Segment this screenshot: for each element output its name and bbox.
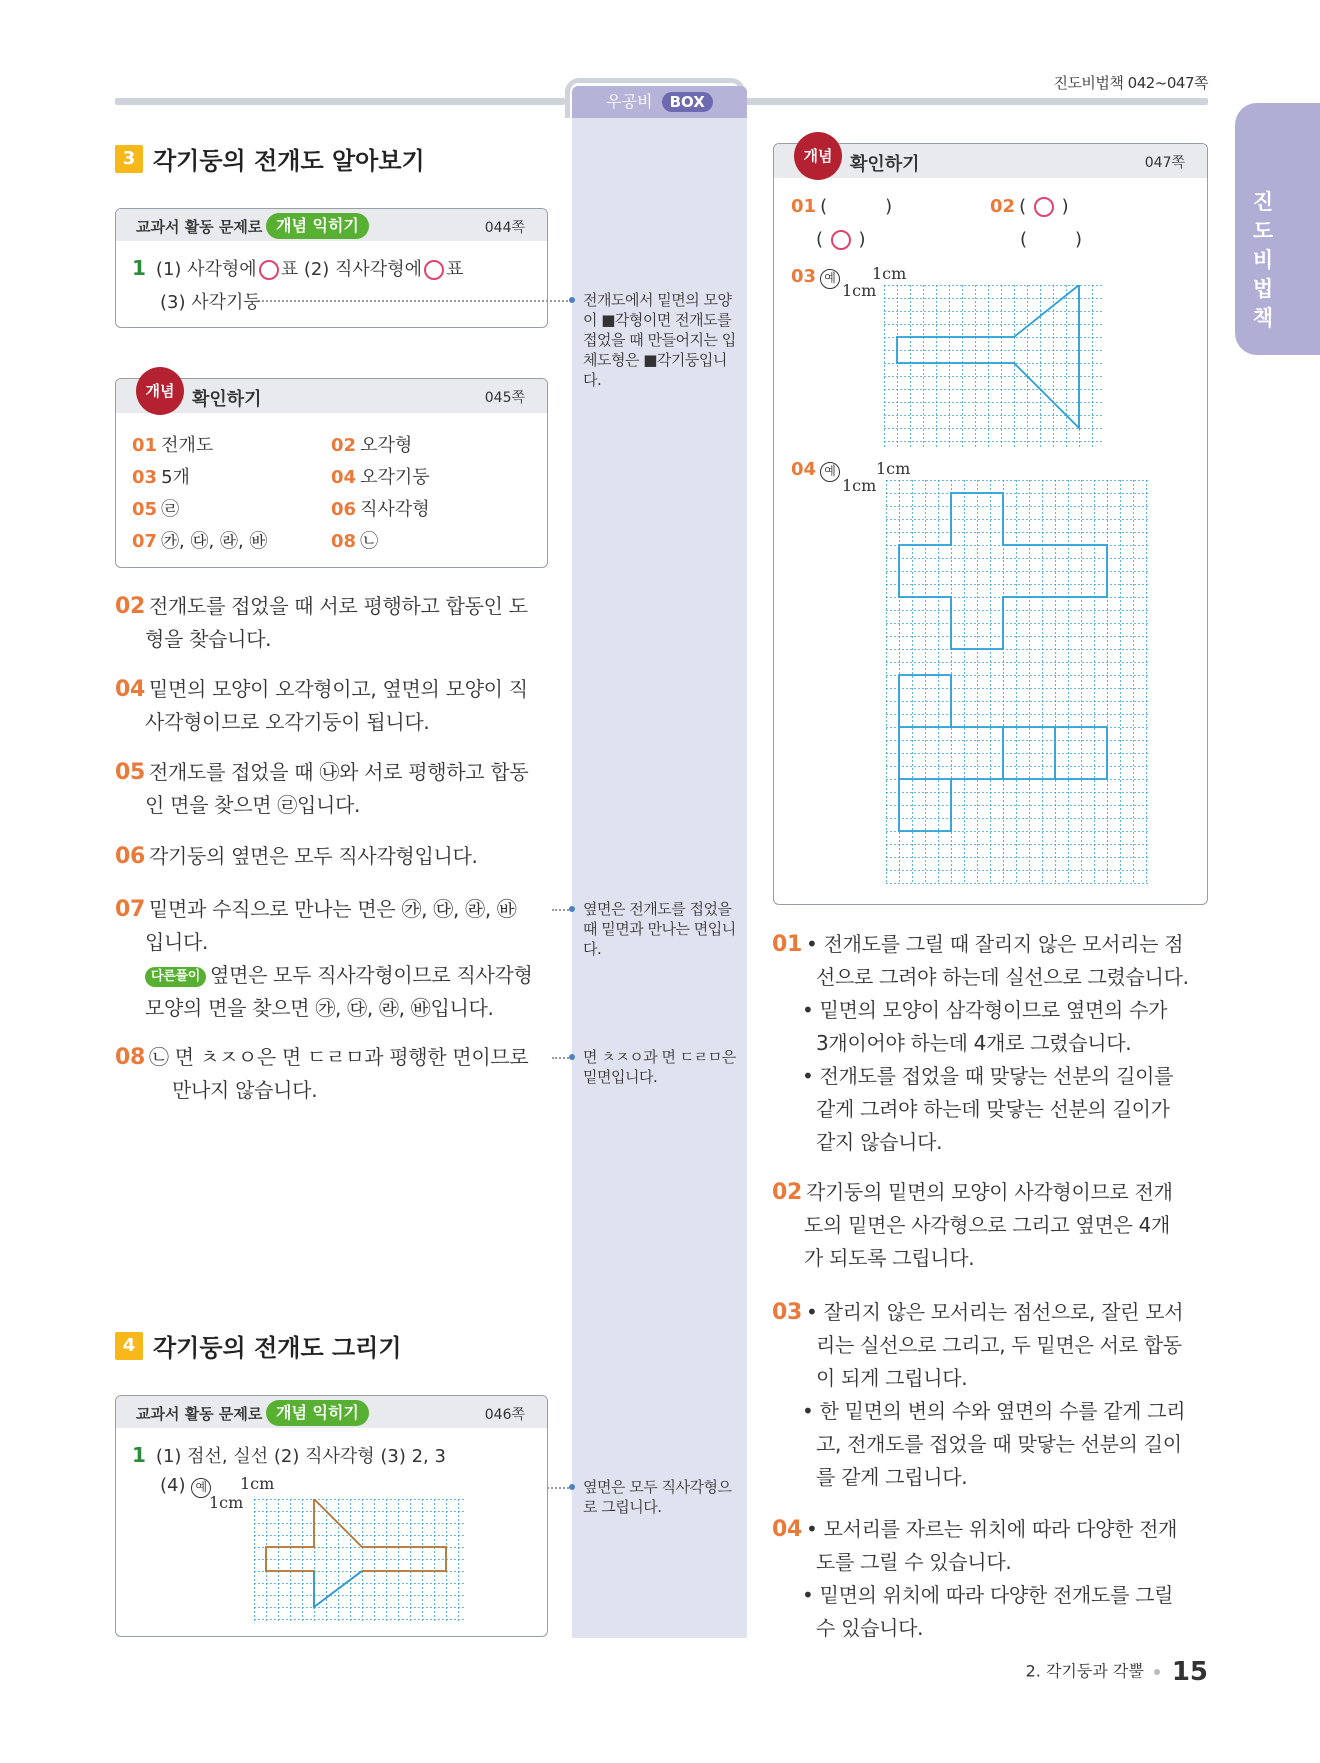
leader-dot bbox=[569, 1484, 575, 1490]
explanation-06: 06 각기둥의 옆면은 모두 직사각형입니다. bbox=[115, 844, 478, 869]
explanation-r02: 02 각기둥의 밑면의 모양이 사각형이므로 전개 도의 밑면은 사각형으로 그리고 옆면은 4개 가 되도록 그립니다. bbox=[772, 1180, 1173, 1270]
explanation-r03: 03 • 잘리지 않은 모서리는 점선으로, 잘린 모서 리는 실선으로 그리고, 두 밑면은 서로 합동 이 되게 그립니다. • 한 밑면의 변의 수와 옆면의 수를 같게 그리 고, 전개도를 접었을 때 맞닿는 선분의 길이 를 같게 그립니다. bbox=[772, 1300, 1186, 1489]
answer-01: 01 ( ) bbox=[791, 196, 893, 217]
concept-circle-badge: 개념 bbox=[136, 367, 184, 415]
answer-item: 02 오각형 bbox=[331, 435, 413, 456]
explanation-07: 07 밑면과 수직으로 만나는 면은 ㉮, ㉰, ㉱, ㉳ 입니다. 다른풀이 옆면은 모두 직사각형이므로 직사각형 모양의 면을 찾으면 ㉮, ㉰, ㉱, ㉳입니다. bbox=[115, 897, 533, 1020]
explanation-r04: 04 • 모서리를 자르는 위치에 따라 다양한 전개 도를 그릴 수 있습니다. • 밑면의 위치에 따라 다양한 전개도를 그릴 수 있습니다. bbox=[772, 1517, 1178, 1640]
page-reference: 진도비법책 042~047쪽 bbox=[1053, 74, 1208, 92]
leader-dot bbox=[569, 906, 575, 912]
answer-02: 02 ( ) bbox=[990, 196, 1069, 217]
page-footer bbox=[1026, 1657, 1208, 1687]
answer-01b: ( ) bbox=[816, 229, 866, 250]
net-drawing-grid-04 bbox=[886, 480, 1148, 884]
leader-dot bbox=[569, 1054, 575, 1060]
answer-item: 01 전개도 bbox=[132, 435, 214, 456]
header-rule-left bbox=[115, 98, 565, 105]
net-04-outline-top bbox=[899, 493, 1107, 649]
section3-number: 3 bbox=[115, 145, 143, 173]
panel-label: 교과서 활동 문제로 bbox=[136, 1405, 263, 1423]
net-04-outline-bottom bbox=[899, 675, 1107, 831]
answer-text: (1) 사각형에 bbox=[155, 259, 257, 280]
explanation-04: 04 밑면의 모양이 오각형이고, 옆면의 모양이 직 사각형이므로 오각기둥이 됩니다. bbox=[115, 677, 528, 734]
answer-04: 04 예 bbox=[791, 459, 840, 482]
section3-title bbox=[115, 141, 425, 176]
example-mark: 예 bbox=[820, 462, 840, 482]
panel-title: 확인하기 bbox=[850, 154, 920, 175]
unit-label-side: 1cm bbox=[842, 476, 877, 495]
section4-title bbox=[115, 1328, 402, 1363]
example-mark: 예 bbox=[820, 269, 840, 289]
side-tab[interactable] bbox=[1235, 103, 1320, 355]
panel-page: 044쪽 bbox=[484, 220, 525, 236]
explanation-r01: 01 • 전개도를 그릴 때 잘리지 않은 모서리는 점 선으로 그려야 하는데 실선으로 그렸습니다. • 밑면의 모양이 삼각형이므로 옆면의 수가 3개이어야 하는데 4개로 그렸습니다. • 전개도를 접었을 때 맞닿는 선분의 길이를 같게 그려야 하는데 맞닿는 선분의 길이가 같지 않습니다. bbox=[772, 932, 1189, 1154]
answer-item: 03 5개 bbox=[132, 467, 190, 488]
panel-header bbox=[116, 209, 547, 241]
explanation-08: 08 ㉡ 면 ㅊㅈㅇ은 면 ㄷㄹㅁ과 평행한 면이므로 만나지 않습니다. bbox=[115, 1045, 529, 1102]
answer-item: 08 ㉡ bbox=[331, 531, 379, 552]
alternate-solution-badge: 다른풀이 bbox=[145, 967, 206, 987]
box-badge: BOX bbox=[662, 92, 713, 112]
unit-label-top: 1cm bbox=[872, 264, 907, 283]
answer-text: 표 bbox=[445, 259, 464, 280]
box-note-1: 전개도에서 밑면의 모양이 ■각형이면 전개도를 접었을 때 만들어지는 입체도형은 ■각기둥입니다. bbox=[583, 291, 736, 389]
panel-label: 교과서 활동 문제로 bbox=[136, 218, 263, 236]
panel-title: 확인하기 bbox=[192, 389, 262, 410]
explanation-02: 02 전개도를 접었을 때 서로 평행하고 합동인 도 형을 찾습니다. bbox=[115, 594, 528, 651]
circle-mark bbox=[1034, 197, 1054, 217]
circle-mark bbox=[424, 260, 444, 280]
net-drawing-grid-03 bbox=[884, 285, 1102, 447]
chapter-label: 2. 각기둥과 각뿔 bbox=[1025, 1661, 1144, 1681]
answer-03: 03 예 bbox=[791, 266, 840, 289]
unit-label-top: 1cm bbox=[876, 459, 911, 478]
prism-net-blue bbox=[314, 1571, 362, 1607]
concept-badge: 개념 익히기 bbox=[266, 1400, 369, 1426]
panel-page: 046쪽 bbox=[484, 1407, 525, 1423]
circle-mark bbox=[831, 230, 851, 250]
section4-title-text: 각기둥의 전개도 그리기 bbox=[153, 1334, 402, 1362]
answer-item: 05 ㉣ bbox=[132, 499, 180, 520]
header-rule-right bbox=[745, 98, 1208, 105]
side-tab-label: 진도비법책 bbox=[1252, 190, 1274, 330]
net-03-outline bbox=[897, 285, 1079, 428]
unit-label-side: 1cm bbox=[842, 281, 877, 300]
explanation-05: 05 전개도를 접었을 때 ㉯와 서로 평행하고 합동 인 면을 찾으면 ㉣입니다. bbox=[115, 760, 529, 817]
unit-label-top: 1cm bbox=[240, 1474, 275, 1493]
answer-item: 04 오각기둥 bbox=[331, 467, 430, 488]
answer-item: 06 직사각형 bbox=[331, 499, 430, 520]
answer-02b: ( ) bbox=[1020, 229, 1083, 250]
leader-dots bbox=[262, 300, 572, 302]
concept-circle-badge: 개념 bbox=[794, 132, 842, 180]
prism-net-brown bbox=[266, 1499, 446, 1607]
box-label bbox=[572, 86, 747, 118]
panel-page: 045쪽 bbox=[484, 390, 525, 406]
panel-header bbox=[116, 1396, 547, 1428]
answer-line: 1 (1) 점선, 실선 (2) 직사각형 (3) 2, 3 bbox=[132, 1443, 446, 1467]
section3-title-text: 각기둥의 전개도 알아보기 bbox=[153, 147, 425, 175]
box-label-text: 우공비 bbox=[606, 92, 653, 111]
page-number: 15 bbox=[1171, 1657, 1208, 1687]
box-note-2: 옆면은 전개도를 접었을 때 밑면과 만나는 면입니다. bbox=[583, 900, 736, 958]
net-drawing-grid bbox=[254, 1499, 464, 1621]
answer-line-4: (4) 예 bbox=[160, 1475, 211, 1498]
answer-text: 표 (2) 직사각형에 bbox=[280, 259, 422, 280]
example-mark: 예 bbox=[191, 1478, 211, 1498]
answer-item: 07 ㉮, ㉰, ㉱, ㉳ bbox=[132, 531, 268, 552]
answer-line-3: (3) 사각기둥 bbox=[160, 292, 261, 313]
section4-number: 4 bbox=[115, 1332, 143, 1360]
box-note-4: 옆면은 모두 직사각형으로 그립니다. bbox=[583, 1478, 732, 1516]
answer-line bbox=[132, 255, 463, 281]
leader-dot bbox=[569, 297, 575, 303]
box-note-3: 면 ㅊㅈㅇ과 면 ㄷㄹㅁ은 밑면입니다. bbox=[583, 1048, 736, 1086]
panel-page: 047쪽 bbox=[1144, 155, 1185, 171]
unit-label-side: 1cm bbox=[209, 1493, 244, 1512]
circle-mark bbox=[259, 260, 279, 280]
concept-badge: 개념 익히기 bbox=[266, 213, 369, 239]
problem-number: 1 bbox=[132, 256, 146, 280]
